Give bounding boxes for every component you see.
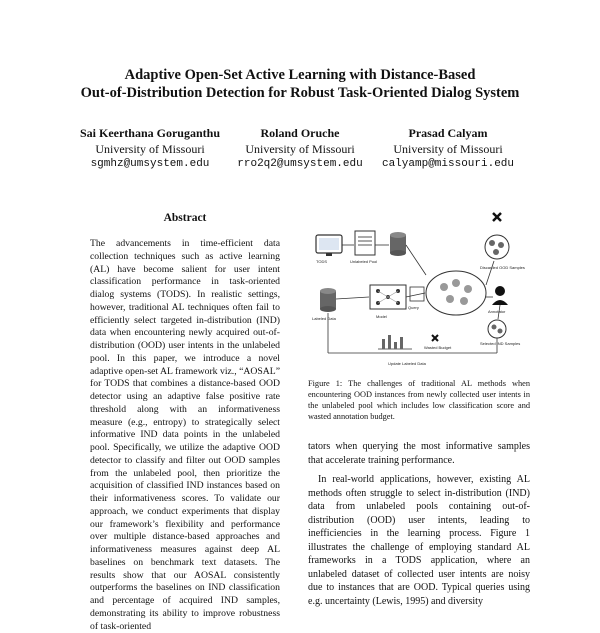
author-email: sgmhz@umsystem.edu bbox=[90, 158, 210, 170]
database-icon bbox=[390, 232, 406, 256]
label-labeled: Labeled Data bbox=[312, 316, 336, 321]
wasted-budget-x-icon bbox=[432, 335, 438, 341]
author-3 bbox=[358, 126, 538, 173]
monitor-icon bbox=[316, 235, 342, 256]
label-ind: Selected IND Samples bbox=[480, 341, 521, 346]
label-budget: Wasted Budget bbox=[424, 345, 452, 350]
ind-samples-icon bbox=[488, 320, 506, 338]
author-affiliation: University of Missouri bbox=[95, 141, 205, 156]
label-annotator: Annotator bbox=[488, 309, 506, 314]
label-query: Query bbox=[408, 305, 419, 310]
author-name: Prasad Calyam bbox=[408, 126, 488, 140]
title-line-1: Adaptive Open-Set Active Learning with Distance-Based bbox=[124, 67, 476, 83]
discard-x-icon bbox=[493, 213, 501, 221]
abstract-text: The advancements in time-efficient data collection techniques such as active learning (AL) have become salient for user intent classification performance in task-oriented dialog systems (TODS). In realistic settings, however, traditional AL techniques often fail to efficiently select targeted in-distribution (IND) data when encountering newly acquired out-of-distribution (OOD) user intents in the unlabeled pool. In this paper, we introduce a novel adaptive open-set AL framework viz., “AOSAL” for TODS that combines a distance-based OOD detector using an adaptive false positive rate threshold along with an informativeness measure (e.g., entropy) to strategically select informative IND data points in the unlabeled pool. Specifically, we utilize the adaptive OOD detector to classify and filter out OOD samples from the unlabeled pool, then prioritize the acquisition of classified IND instances based on their informativeness scores. To validate our approach, we conduct experiments that display our framework’s flexibility and performance over multiple distance-based approaches and informativeness measures against deep AL baselines on benchmark text datasets. The results show that our AOSAL consistently outperforms the baselines on IND classification and percentage of acquired IND samples, demonstrating its ability to improve robustness of task-oriented bbox=[90, 238, 280, 632]
figure-1 bbox=[308, 205, 530, 372]
title-line-2: Out-of-Distribution Detection for Robust Task-Oriented Dialog System bbox=[80, 85, 520, 101]
label-model: Model bbox=[376, 314, 387, 319]
paragraph-2: In real-world applications, however, existing AL methods often struggle to select in-distribution (IND) data from unlabeled pools containing out-of-distribution (OOD) user intents, leading to inefficiencies in the learning process. Figure 1 illustrates the challenge of employing standard AL frameworks in a TODS application, where an unlabeled dataset of collected user intents are noisy due to instances that are OOD. Typical queries using e.g. uncertainty (Lewis, 1995) and diversity bbox=[308, 474, 530, 607]
labeled-database-icon bbox=[320, 288, 336, 312]
paper-title bbox=[0, 66, 600, 102]
author-affiliation: University of Missouri bbox=[245, 141, 355, 156]
document-icon bbox=[355, 231, 375, 255]
abstract-heading: Abstract bbox=[163, 212, 207, 224]
label-unlabeled: Unlabeled Pool bbox=[350, 259, 378, 264]
budget-chart-icon bbox=[378, 335, 412, 349]
model-network-icon bbox=[370, 285, 406, 309]
label-tods: TODS bbox=[316, 259, 328, 264]
paragraph-1: tators when querying the most informative samples that accelerate training performance. bbox=[308, 441, 530, 466]
figure-diagram bbox=[308, 205, 530, 372]
figure-caption: Figure 1: The challenges of traditional AL methods when encountering OOD instances from newly collected user intents in the unlabeled pool which includes low classification score and wasted annotation budget. bbox=[308, 379, 530, 421]
author-affiliation: University of Missouri bbox=[393, 141, 503, 156]
annotator-icon bbox=[492, 286, 508, 305]
right-column-text bbox=[308, 440, 530, 608]
author-name: Sai Keerthana Goruganthu bbox=[79, 126, 220, 140]
author-email: calyamp@missouri.edu bbox=[381, 158, 515, 170]
label-ood: Discarded OOD Samples bbox=[480, 265, 525, 270]
author-email: rro2q2@umsystem.edu bbox=[237, 158, 363, 170]
label-update: Update Labeled Data bbox=[388, 361, 426, 366]
sample-pool bbox=[426, 271, 486, 315]
ood-samples-icon bbox=[485, 235, 509, 259]
author-name: Roland Oruche bbox=[260, 126, 340, 140]
